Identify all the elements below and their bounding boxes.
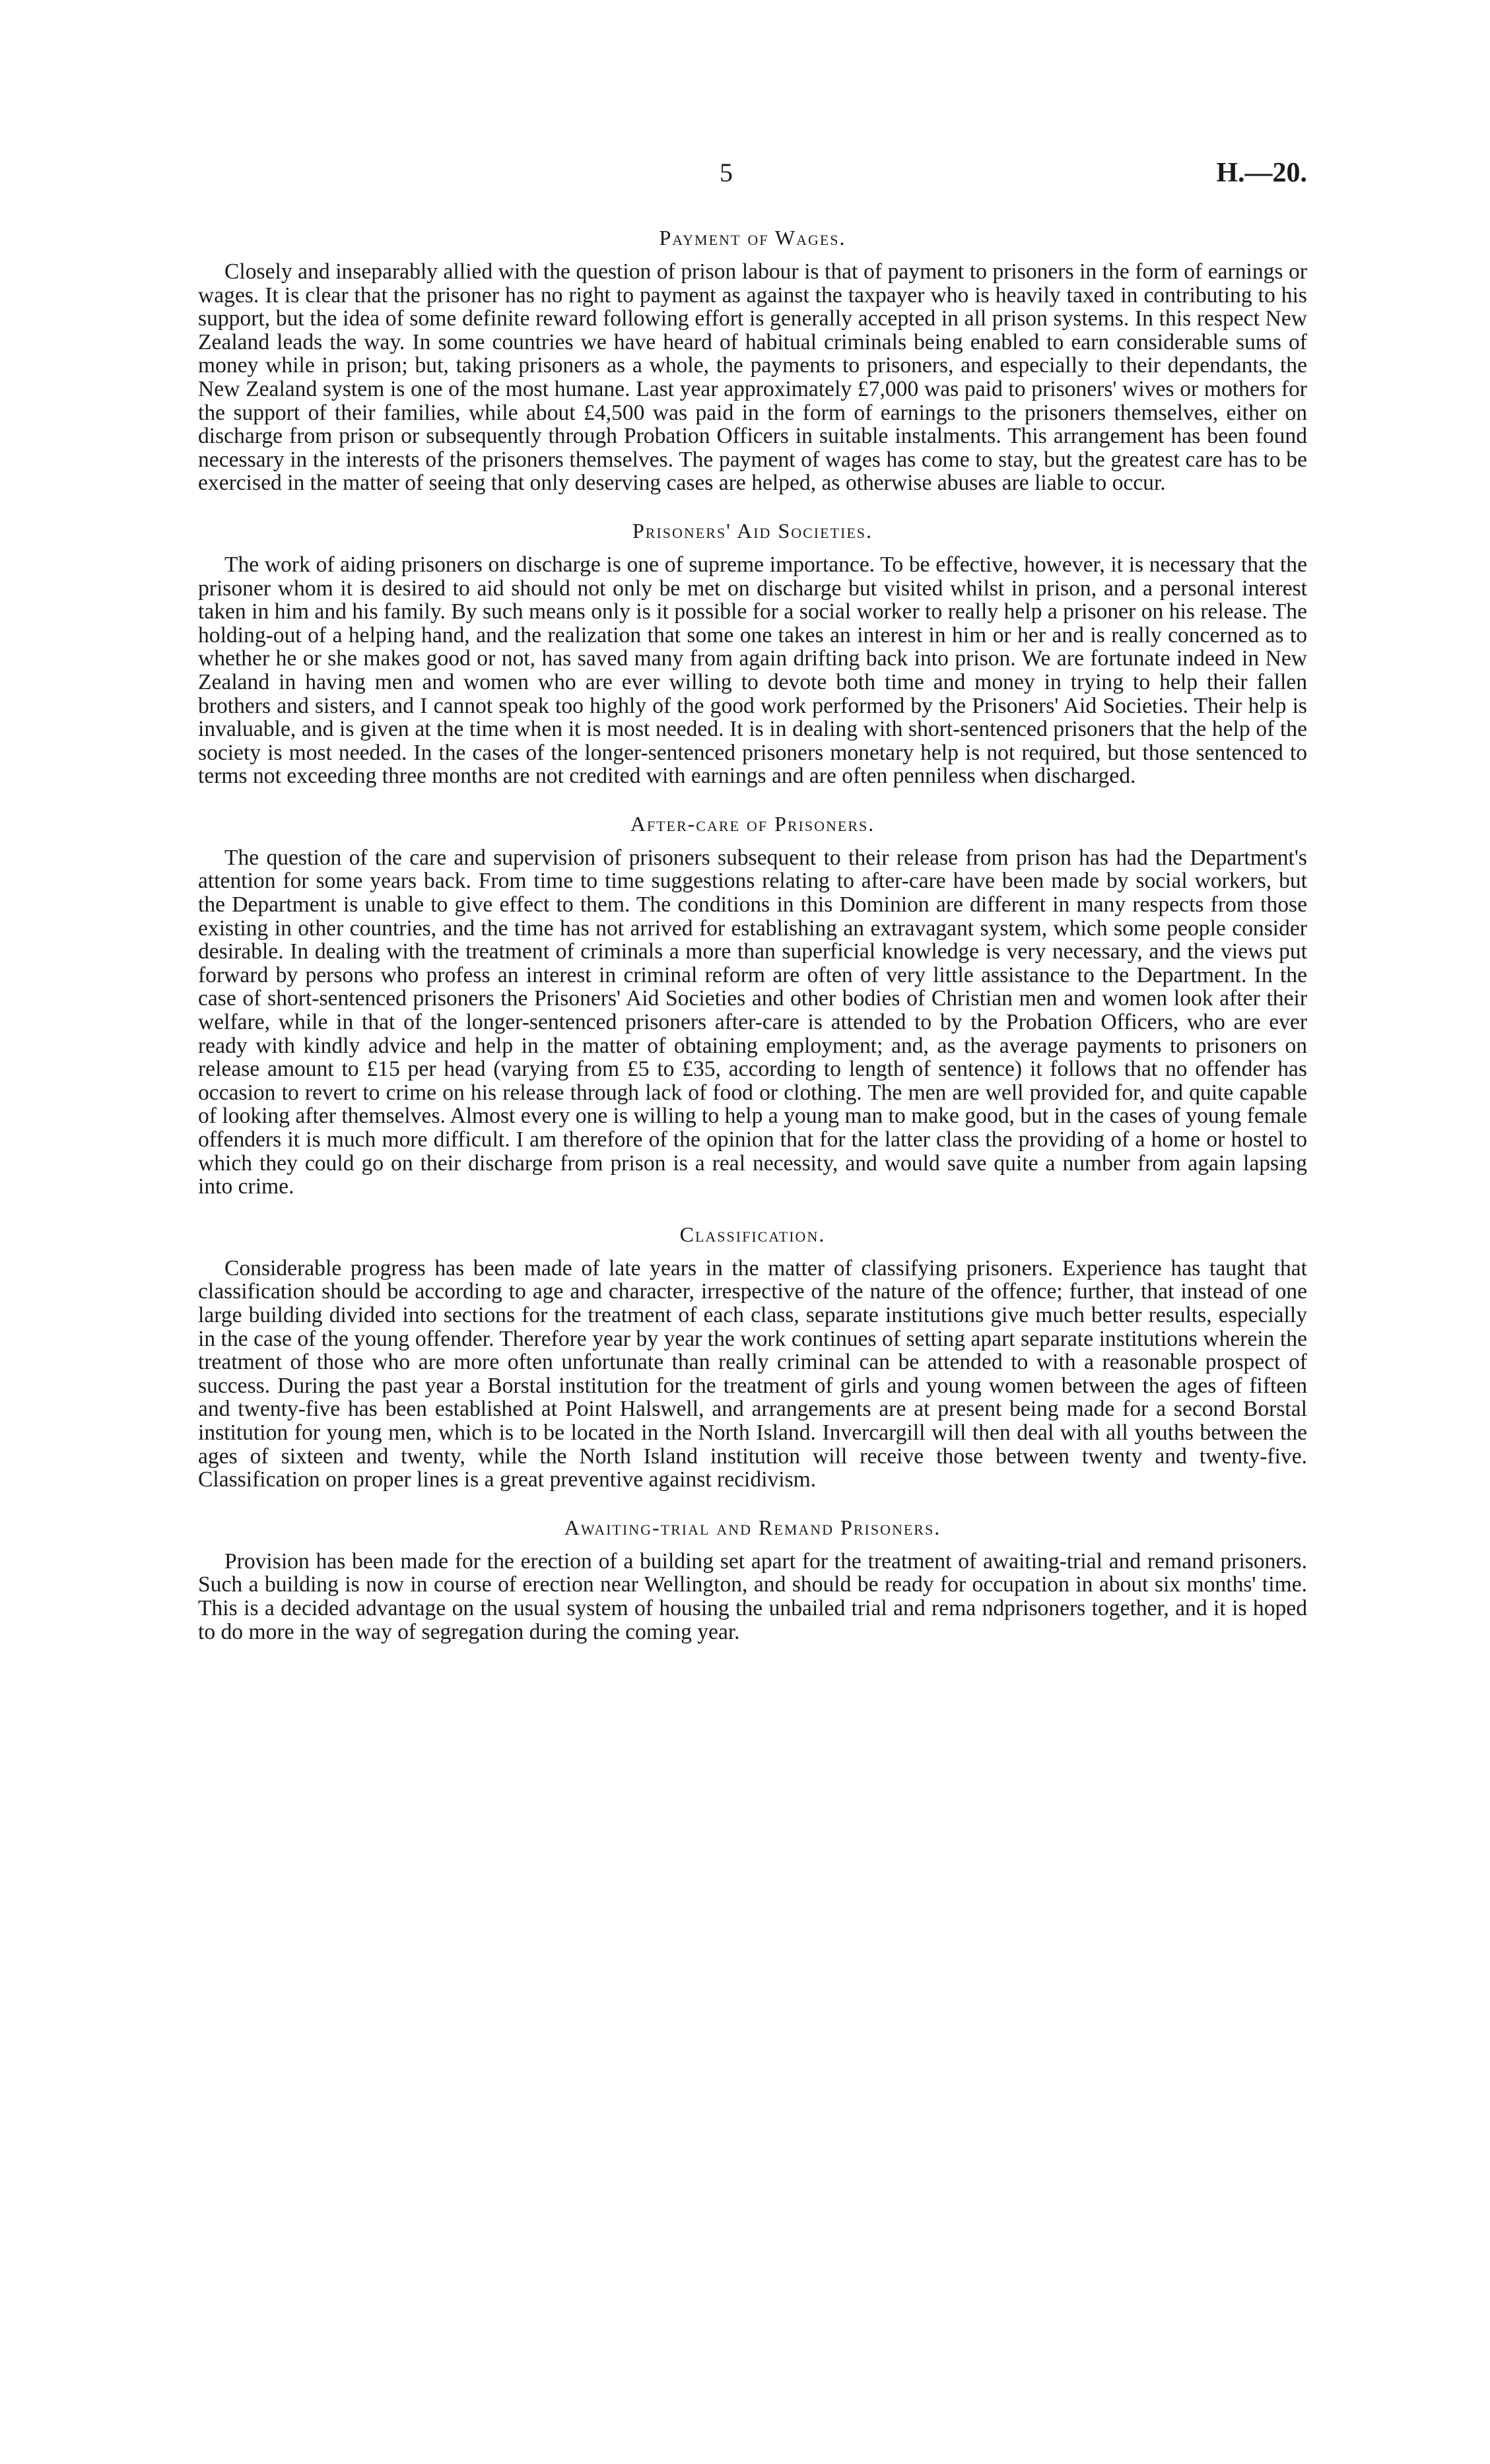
section-heading: Classification. bbox=[679, 1222, 826, 1246]
section-awaiting-trial-and-remand bbox=[198, 1514, 1307, 1644]
document-reference: H.—20. bbox=[1216, 158, 1307, 188]
section-heading: Payment of Wages. bbox=[659, 226, 846, 250]
section-after-care-of-prisoners bbox=[198, 811, 1307, 1199]
section-paragraph: Considerable progress has been made of late years in the matter of classifying prisoners. Experience has taught that classification should be according to age and character, irrespective of the nature of the offence; further, that instead of one large building divided into sections for the treatment of each class, separate institutions give much better results, especially in the case of the young offender. Therefore year by year the work continues of setting apart separate institutions wherein the treatment of those who are more often unfortunate than really criminal can be attended to with a reasonable prospect of success. During the past year a Borstal institution for the treatment of girls and young women between the ages of fifteen and twenty-five has been established at Point Halswell, and arrangements are at present being made for a second Borstal institution for young men, which is to be located in the North Island. Invercargill will then deal with all youths between the ages of sixteen and twenty, while the North Island institution will receive those between twenty and twenty-five. Classification on proper lines is a great preventive against recidivism. bbox=[198, 1255, 1307, 1492]
section-classification bbox=[198, 1221, 1307, 1492]
section-paragraph: The work of aiding prisoners on discharge is one of supreme importance. To be effective, however, it is necessary that the prisoner whom it is desired to aid should not only be met on discharge but visited whilst in prison, and a personal interest taken in him and his family. By such means only is it possible for a social worker to really help a prisoner on his release. The holding-out of a helping hand, and the realization that some one takes an interest in him or her and is really concerned as to whether he or she makes good or not, has saved many from again drifting back into prison. We are fortunate indeed in New Zealand in having men and women who are ever willing to devote both time and money in trying to help their fallen brothers and sisters, and I cannot speak too highly of the good work performed by the Prisoners' Aid Societies. Their help is invaluable, and is given at the time when it is most needed. It is in dealing with short-sentenced prisoners that the help of the society is most needed. In the cases of the longer-sentenced prisoners monetary help is not required, but those sentenced to terms not exceeding three months are not credited with earnings and are often penniless when discharged. bbox=[198, 552, 1307, 789]
page-header bbox=[198, 157, 1307, 203]
section-heading: After-care of Prisoners. bbox=[630, 811, 875, 836]
section-paragraph: Closely and inseparably allied with the question of prison labour is that of payment to prisoners in the form of earnings or wages. It is clear that the prisoner has no right to payment as against the taxpayer who is heavily taxed in contributing to his support, but the idea of some definite reward following effort is generally accepted in all prison systems. In this respect New Zealand leads the way. In some countries we have heard of habitual criminals being enabled to earn considerable sums of money while in prison; but, taking prisoners as a whole, the payments to prisoners, and especially to their dependants, the New Zealand system is one of the most humane. Last year approximately £7,000 was paid to prisoners' wives or mothers for the support of their families, while about £4,500 was paid in the form of earnings to the prisoners themselves, either on discharge from prison or subsequently through Probation Officers in suitable instalments. This arrangement has been found necessary in the interests of the prisoners themselves. The payment of wages has come to stay, but the greatest care has to be exercised in the matter of seeing that only deserving cases are helped, as otherwise abuses are liable to occur. bbox=[198, 259, 1307, 496]
section-paragraph: The question of the care and supervision of prisoners subsequent to their release from prison has had the Department's attention for some years back. From time to time suggestions relating to after-care have been made by social workers, but the Department is unable to give effect to them. The conditions in this Dominion are different in many respects from those existing in other countries, and the time has not arrived for establishing an extravagant system, which some people consider desirable. In dealing with the treatment of criminals a more than superficial knowledge is very necessary, and the views put forward by persons who profess an interest in criminal reform are often of very little assistance to the Department. In the case of short-sentenced prisoners the Prisoners' Aid Societies and other bodies of Christian men and women look after their welfare, while in that of the longer-sentenced prisoners after-care is attended to by the Probation Officers, who are ever ready with kindly advice and help in the matter of obtaining employment; and, as the average payments to prisoners on release amount to £15 per head (varying from £5 to £35, according to length of sentence) it follows that no offender has occasion to revert to crime on his release through lack of food or clothing. The men are well provided for, and quite capable of looking after themselves. Almost every one is willing to help a young man to make good, but in the cases of young female offenders it is much more difficult. I am therefore of the opinion that for the latter class the providing of a home or hostel to which they could go on their discharge from prison is a real necessity, and would save quite a number from again lapsing into crime. bbox=[198, 845, 1307, 1199]
page-number: 5 bbox=[720, 158, 733, 187]
section-heading: Prisoners' Aid Societies. bbox=[632, 518, 873, 543]
document-body bbox=[198, 224, 1307, 1666]
section-heading: Awaiting-trial and Remand Prisoners. bbox=[564, 1515, 941, 1539]
section-payment-of-wages bbox=[198, 224, 1307, 495]
section-paragraph: Provision has been made for the erection of a building set apart for the treatment of awaiting-trial and remand prisoners. Such a building is now in course of erection near Wellington, and should be ready for occupation in about six months' time. This is a decided advantage on the usual system of housing the unbailed trial and rema ndprisoners together, and it is hoped to do more in the way of segregation during the coming year. bbox=[198, 1548, 1307, 1644]
section-prisoners-aid-societies bbox=[198, 517, 1307, 788]
